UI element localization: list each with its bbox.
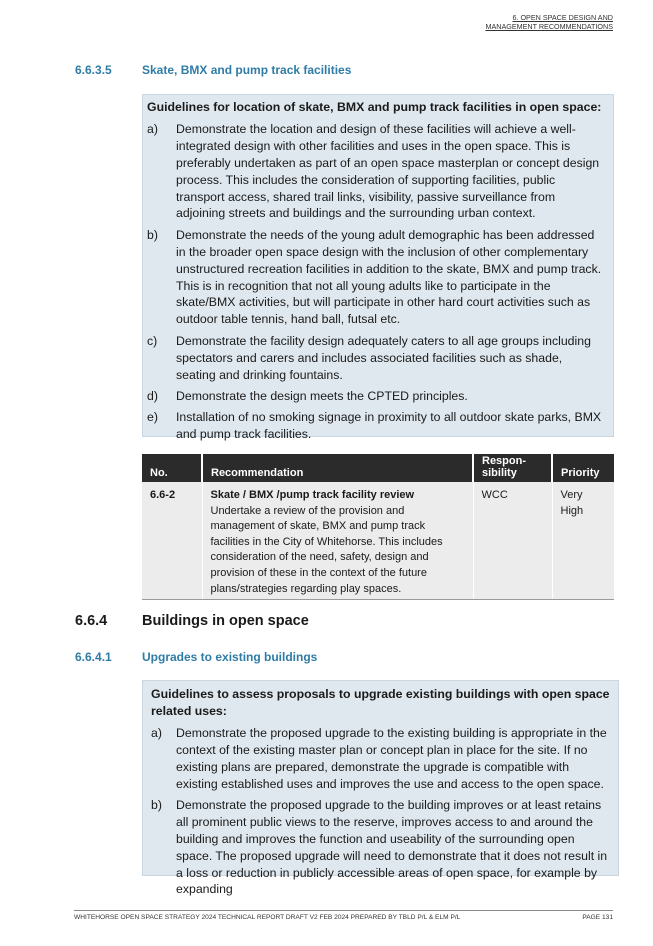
cell-priority: Very High (552, 482, 614, 600)
guideline-letter: b) (147, 227, 158, 242)
section-number: 6.6.4.1 (75, 650, 112, 664)
page-number: PAGE 131 (582, 914, 613, 921)
guideline-item (147, 121, 605, 222)
page-footer (74, 914, 613, 921)
guideline-text: Demonstrate the proposed upgrade to the existing building is appropriate in the context of the existing master plan or concept plan in place for the site. If no existing plans are prepared, demonstrate the upgrade is compatible with existing established uses and improves the use and access to the open space. (176, 725, 607, 791)
footer-document-info: WHITEHORSE OPEN SPACE STRATEGY 2024 TECHNICAL REPORT DRAFT V2 FEB 2024 PREPARED BY TBLD P/L & ELM P/L (74, 914, 461, 921)
column-header-no: No. (142, 454, 202, 482)
guideline-letter: a) (151, 725, 162, 740)
table-row (142, 482, 614, 600)
heading-number: 6.6.4 (75, 613, 108, 629)
guidelines-box-buildings (142, 680, 619, 897)
heading-title: Buildings in open space (142, 613, 309, 629)
guidelines-title: Guidelines to assess proposals to upgrade existing buildings with open space related uses: (151, 687, 610, 718)
guideline-letter: b) (151, 797, 162, 812)
recommendation-table (142, 454, 614, 600)
section-title: Skate, BMX and pump track facilities (142, 63, 352, 77)
cell-responsibility: WCC (473, 482, 552, 600)
column-header-recommendation: Recommendation (202, 454, 473, 482)
guideline-item (147, 409, 605, 443)
cell-recommendation (202, 482, 473, 600)
guideline-letter: e) (147, 410, 158, 425)
column-header-responsibility: Respon-sibility (473, 454, 552, 482)
guideline-item (147, 227, 605, 328)
guideline-text: Demonstrate the location and design of these facilities will achieve a well-integrated design with other facilities and uses in the open space. This is preferably undertaken as part of an open space masterplan or concept design process. This includes the consideration of supporting facilities, public transport access, shared trail links, visibility, passive surveillance from adjoining streets and buildings and the surrounding urban context. (176, 121, 600, 221)
guideline-letter: c) (147, 333, 158, 348)
running-header-line2: MANAGEMENT RECOMMENDATIONS (485, 21, 613, 31)
guidelines-box-skate (142, 94, 614, 442)
section-title: Upgrades to existing buildings (142, 650, 318, 664)
guideline-letter: d) (147, 389, 158, 403)
column-header-priority: Priority (552, 454, 614, 482)
guideline-item (147, 388, 605, 405)
running-header-line1: 6. OPEN SPACE DESIGN AND (512, 13, 613, 22)
guideline-text: Demonstrate the facility design adequately caters to all age groups including spectators and carers and includes associated facilities such as shade, seating and drinking fountains. (176, 333, 591, 382)
guideline-letter: a) (147, 121, 158, 136)
guideline-text: Demonstrate the proposed upgrade to the building improves or at least retains all prominent public views to the reserve, improves access to and around the building and improves the function and useability of the surrounding open space. The proposed upgrade will need to demonstrate that it does not result in a loss or reduction in publicly accessible areas of open space, for example by expanding (176, 797, 608, 897)
guideline-item (151, 725, 610, 793)
guideline-text: Installation of no smoking signage in proximity to all outdoor skate parks, BMX and pump track facilities. (176, 410, 602, 442)
guideline-text: Demonstrate the design meets the CPTED principles. (176, 389, 468, 403)
guideline-item (147, 333, 605, 384)
recommendation-text: Undertake a review of the provision and management of skate, BMX and pump track facilities in the City of Whitehorse. This includes consideration of the need, safety, design and provision of these in the context of the future plans/strategies regarding play spaces. (210, 504, 443, 595)
cell-no: 6.6-2 (142, 482, 202, 600)
running-header (485, 14, 613, 31)
guideline-text: Demonstrate the needs of the young adult demographic has been addressed in the broader open space design with the inclusion of other complementary unstructured recreation facilities in addition to the skate, BMX and pump track. This is in recognition that not all young adults like to participate in the skate/BMX activities, but will participate in other hard court activities such as outdoor table tennis, hand ball, futsal etc. (176, 227, 602, 327)
guideline-item (151, 797, 610, 898)
guidelines-title: Guidelines for location of skate, BMX and pump track facilities in open space: (147, 100, 602, 114)
recommendation-title: Skate / BMX /pump track facility review (210, 489, 415, 501)
table-header-row (142, 454, 614, 482)
footer-rule (74, 910, 613, 911)
section-number: 6.6.3.5 (75, 63, 112, 77)
